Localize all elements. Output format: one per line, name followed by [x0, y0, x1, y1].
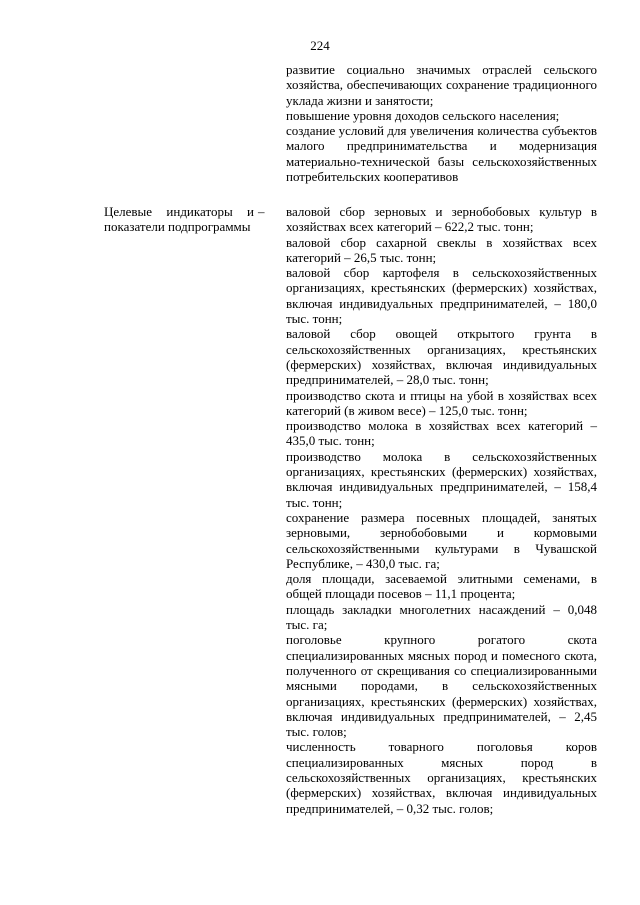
indicator-item: сохранение размера посевных площадей, занятых зерновыми, зернобобовыми и кормовыми сельскохозяйственными культурами в Чувашской Республике, – 430,0 тыс. га;	[286, 509, 597, 571]
indicator-item: валовой сбор зерновых и зернобобовых культур в хозяйствах всех категорий – 622,2 тыс. тонн;	[286, 204, 597, 235]
goal-paragraph: развитие социально значимых отраслей сельского хозяйства, обеспечивающих сохранение традиционного уклада жизни и занятости;	[286, 62, 597, 108]
indicator-item: валовой сбор сахарной свеклы в хозяйствах всех категорий – 26,5 тыс. тонн;	[286, 234, 597, 265]
indicator-item: площадь закладки многолетних насаждений – 0,048 тыс. га;	[286, 601, 597, 633]
indicator-item: поголовье крупного рогатого скота специализированных мясных пород и помесного скота, полученного от скрещивания со специализированными мясными породами, в сельскохозяйственных организациях, крестьянских (фермерских) хозяйствах, включая индивидуальных предпринимателей, – 2,45 тыс. голов;	[286, 632, 597, 740]
indicator-item: валовой сбор картофеля в сельскохозяйственных организациях, крестьянских (фермерских) хозяйствах, включая индивидуальных предпринимателей, – 180,0 тыс. тонн;	[286, 265, 597, 327]
indicator-item: производство скота и птицы на убой в хозяйствах всех категорий (в живом весе) – 125,0 тыс. тонн;	[286, 387, 597, 418]
goal-paragraph: создание условий для увеличения количества субъектов малого предпринимательства и модернизация материально-технической базы сельскохозяйственных потребительских кооперативов	[286, 123, 597, 185]
goals-continuation	[286, 62, 597, 184]
indicator-item: производство молока в сельскохозяйственных организациях, крестьянских (фермерских) хозяйствах, включая индивидуальных предпринимателей, – 158,4 тыс. тонн;	[286, 448, 597, 510]
indicator-item: валовой сбор овощей открытого грунта в сельскохозяйственных организациях, крестьянских (фермерских) хозяйствах, включая индивидуальных предпринимателей, – 28,0 тыс. тонн;	[286, 326, 597, 388]
indicator-item: доля площади, засеваемой элитными семенами, в общей площади посевов – 11,1 процента;	[286, 571, 597, 602]
page-number: 224	[310, 38, 330, 53]
indicator-item: производство молока в хозяйствах всех категорий – 435,0 тыс. тонн;	[286, 418, 597, 449]
goal-paragraph: повышение уровня доходов сельского населения;	[286, 107, 560, 123]
indicators-label: Целевые индикаторы и показатели подпрограммы	[104, 204, 254, 235]
indicators-list	[286, 204, 597, 816]
indicator-item: численность товарного поголовья коров специализированных мясных пород в сельскохозяйственных организациях, крестьянских (фермерских) хозяйствах, включая индивидуальных предпринимателей, – 0,32 тыс. голов;	[286, 739, 597, 816]
label-dash: –	[258, 204, 265, 219]
